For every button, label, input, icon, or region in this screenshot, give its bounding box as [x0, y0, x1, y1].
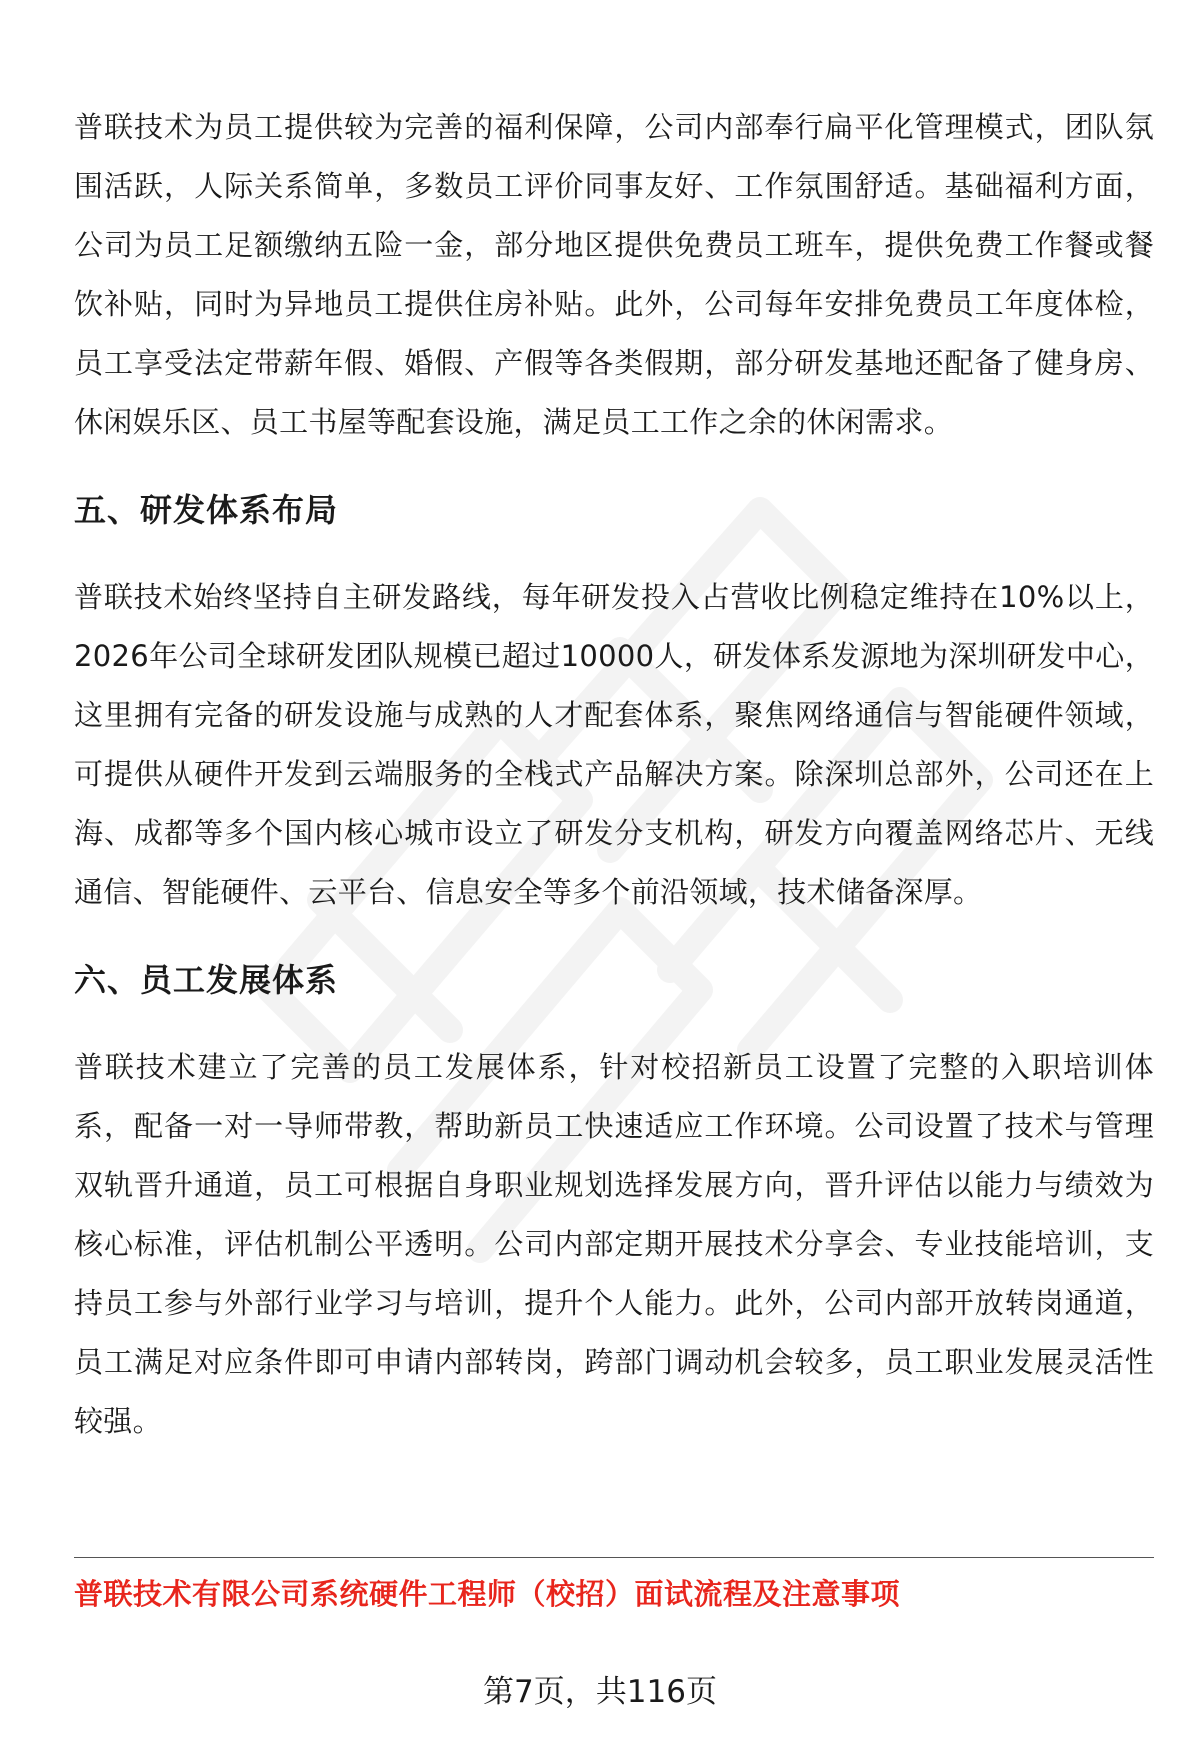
paragraph-rd-layout: 普联技术始终坚持自主研发路线，每年研发投入占营收比例稳定维持在10%以上，2026年公司全球研发团队规模已超过10000人，研发体系发源地为深圳研发中心，这里拥有完备的研发设施与成熟的人才配套体系，聚焦网络通信与智能硬件领域，可提供从硬件开发到云端服务的全栈式产品解决方案。除深圳总部外，公司还在上海、成都等多个国内核心城市设立了研发分支机构，研发方向覆盖网络芯片、无线通信、智能硬件、云平台、信息安全等多个前沿领域，技术储备深厚。: [74, 580, 1154, 909]
paragraph-benefits: 普联技术为员工提供较为完善的福利保障，公司内部奉行扁平化管理模式，团队氛围活跃，人际关系简单，多数员工评价同事友好、工作氛围舒适。基础福利方面，公司为员工足额缴纳五险一金，部分地区提供免费员工班车，提供免费工作餐或餐饮补贴，同时为异地员工提供住房补贴。此外，公司每年安排免费员工年度体检，员工享受法定带薪年假、婚假、产假等各类假期，部分研发基地还配备了健身房、休闲娱乐区、员工书屋等配套设施，满足员工工作之余的休闲需求。: [74, 110, 1154, 439]
paragraph-employee-development: 普联技术建立了完善的员工发展体系，针对校招新员工设置了完整的入职培训体系，配备一对一导师带教，帮助新员工快速适应工作环境。公司设置了技术与管理双轨晋升通道，员工可根据自身职业规划选择发展方向，晋升评估以能力与绩效为核心标准，评估机制公平透明。公司内部定期开展技术分享会、专业技能培训，支持员工参与外部行业学习与培训，提升个人能力。此外，公司内部开放转岗通道，员工满足对应条件即可申请内部转岗，跨部门调动机会较多，员工职业发展灵活性较强。: [74, 1050, 1154, 1438]
footer-document-title: 普联技术有限公司系统硬件工程师（校招）面试流程及注意事项: [74, 1577, 901, 1611]
section-heading-rd-layout: 五、研发体系布局: [74, 491, 339, 529]
section-heading-employee-development: 六、员工发展体系: [74, 961, 339, 999]
document-body: [74, 98, 1154, 1451]
page-number: 第7页，共116页: [483, 1674, 717, 1710]
footer-divider: [74, 1557, 1154, 1558]
